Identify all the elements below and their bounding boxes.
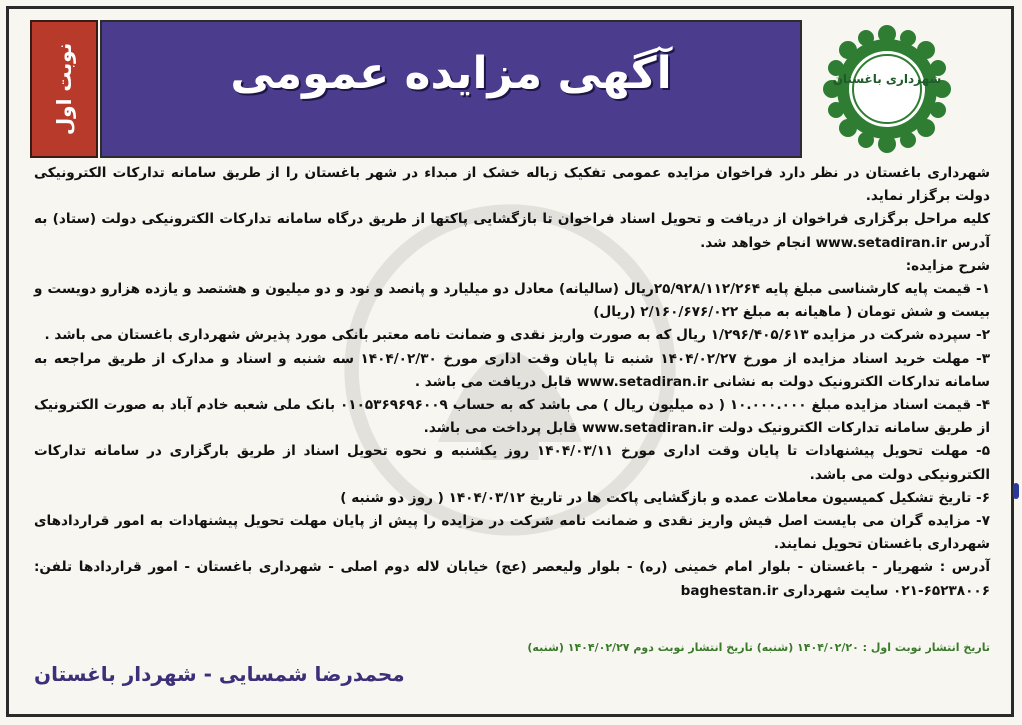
address-paragraph: آدرس : شهریار - باغستان - بلوار امام خمینی (ره) - بلوار ولیعصر (عج) خیابان لاله دوم اصلی - شهرداری باغستان - امور قراردادها تلفن: ۶۵۲۳۸۰۰۶-۰۲۱ سایت شهرداری baghestan.ir [34, 559, 990, 599]
issue-tag [30, 20, 98, 158]
list-item: ۷- مزایده گران می بایست اصل فیش واریز نقدی و ضمانت نامه شرکت در مزایده را پیش از پایان مهلت تحویل پیشنهادات به امور قراردادهای شهرداری باغستان تحویل نمایند. [34, 513, 990, 553]
description-heading: شرح مزایده: [905, 257, 990, 274]
edge-mark [1013, 483, 1019, 499]
publication-dates: تاریخ انتشار نوبت اول : ۱۴۰۴/۰۲/۲۰ (شنبه) تاریخ انتشار نوبت دوم ۱۴۰۴/۰۲/۲۷ (شنبه) [527, 641, 990, 654]
intro-paragraph: شهرداری باغستان در نظر دارد فراخوان مزایده عمومی تفکیک زباله خشک از مبداء در شهر باغستان را از طریق سامانه تدارکات الکترونیکی دولت برگزار نماید. [34, 165, 990, 205]
page-title: آگهی مزایده عمومی [230, 48, 672, 99]
signature: محمدرضا شمسایی - شهردار باغستان [34, 662, 405, 686]
municipality-logo-icon [822, 24, 952, 154]
notice-body [34, 162, 990, 603]
list-item: ۳- مهلت خرید اسناد مزایده از مورخ ۱۴۰۴/۰۲/۲۷ شنبه تا پایان وقت اداری مورخ ۱۴۰۴/۰۲/۳۰ سه شنبه و اسناد و مدارک از طریق مراجعه به سامانه تدارکات الکترونیک دولت به نشانی www.setadiran.ir قابل دریافت می باشد . [34, 350, 991, 390]
list-item: ۱- قیمت پایه کارشناسی مبلغ پایه ۲۵/۹۲۸/۱۱۲/۲۶۴ریال (سالیانه) معادل دو میلیارد و پانصد و نود و دو میلیون و هشتصد و یازده هزارو دویست و بیست و شش تومان ( ماهیانه به مبلغ ۲/۱۶۰/۶۷۶/۰۲۲ (ریال) [34, 281, 991, 321]
issue-tag-label: نوبت اول [52, 42, 76, 136]
list-item: ۴- قیمت اسناد مزایده مبلغ ۱۰.۰۰۰.۰۰۰ ( ده میلیون ریال ) می باشد که به حساب ۰۱۰۵۳۶۹۶۹۶۰۰۹ بانک ملی شعبه خادم آباد به صورت الکترونیک از طریق سامانه تدارکات الکترونیک دولت www.setadiran.ir قابل پرداخت می باشد. [34, 397, 990, 437]
list-item: ۲- سپرده شرکت در مزایده ۱/۲۹۶/۴۰۵/۶۱۳ ریال که به صورت واریز نقدی و ضمانت نامه معتبر بانکی مورد پذیرش شهرداری باغستان می باشد . [44, 327, 990, 344]
logo-label: شهرداری باغستان [832, 72, 942, 86]
stages-paragraph: کلیه مراحل برگزاری فراخوان از دریافت و تحویل اسناد فراخوان تا بازگشایی پاکتها از طریق درگاه سامانه تدارکات الکترونیکی دولت (ستاد) به آدرس www.setadiran.ir انجام خواهد شد. [34, 211, 990, 251]
list-item: ۵- مهلت تحویل پیشنهادات تا پایان وقت اداری مورخ ۱۴۰۴/۰۳/۱۱ روز یکشنبه و نحوه تحویل اسناد از طریق بارگزاری در سامانه تدارکات الکترونیکی دولت می باشد. [34, 443, 990, 483]
list-item: ۶- تاریخ تشکیل کمیسیون معاملات عمده و بازگشایی پاکت ها در تاریخ ۱۴۰۴/۰۳/۱۲ ( روز دو شنبه ) [340, 489, 990, 506]
